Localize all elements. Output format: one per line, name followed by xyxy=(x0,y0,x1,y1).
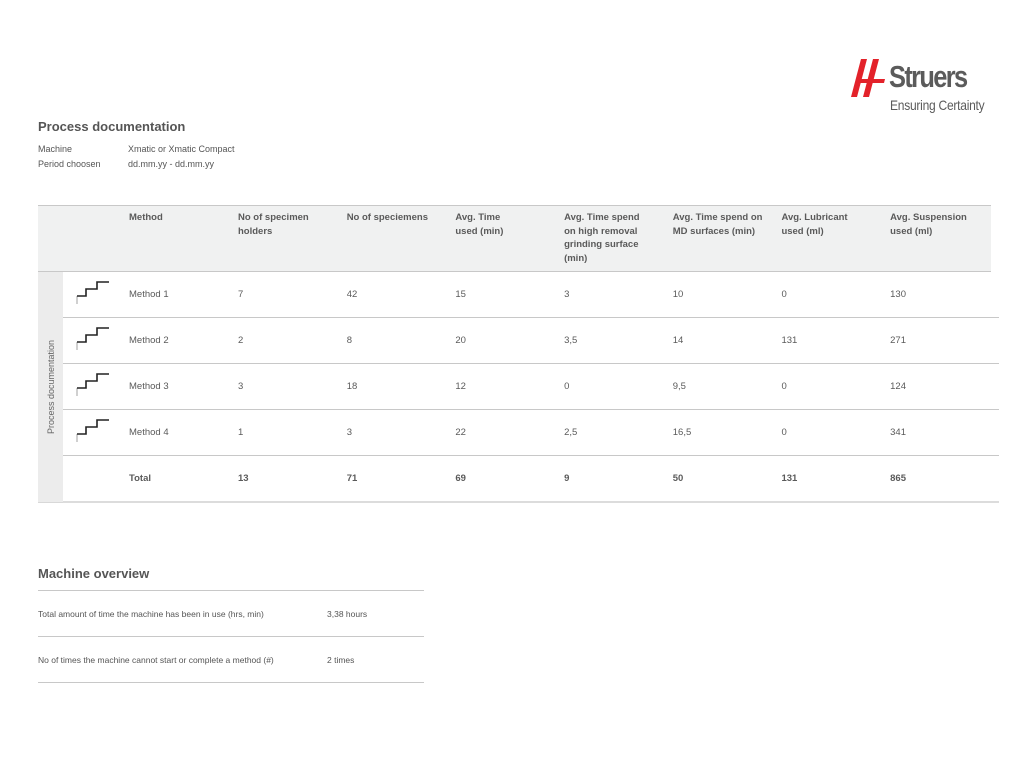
meta-row-period xyxy=(38,157,235,172)
table-row xyxy=(63,318,999,364)
col-header-specimens: No of speciemens xyxy=(346,212,428,223)
cell-avg-time: 12 xyxy=(455,381,466,392)
cell-md-surfaces: 14 xyxy=(672,335,684,346)
cell-method: Total xyxy=(129,473,151,484)
cell-specimens: 18 xyxy=(346,381,358,392)
table-row xyxy=(63,364,999,410)
cell-lubricant: 131 xyxy=(781,473,798,484)
table-rows xyxy=(63,272,999,503)
cell-suspension: 271 xyxy=(890,335,906,346)
cell-high-removal: 9 xyxy=(564,473,570,484)
process-meta xyxy=(38,142,235,172)
meta-label: Machine xyxy=(38,144,73,154)
cell-md-surfaces: 10 xyxy=(672,289,684,300)
cell-specimens: 3 xyxy=(346,427,352,438)
cell-md-surfaces: 9,5 xyxy=(672,381,686,392)
cell-holders: 2 xyxy=(238,335,244,346)
overview-value: 2 times xyxy=(327,654,355,665)
cell-suspension: 124 xyxy=(890,381,906,392)
brand-name: Struers xyxy=(889,59,967,94)
cell-specimens: 71 xyxy=(346,473,358,484)
cell-avg-time: 69 xyxy=(455,473,466,484)
cell-method: Method 2 xyxy=(129,335,169,346)
cell-high-removal: 2,5 xyxy=(564,427,578,438)
col-header-md-surfaces: Avg. Time spend on MD surfaces (min) xyxy=(672,212,763,237)
stairs-icon xyxy=(76,419,110,446)
cell-lubricant: 0 xyxy=(781,289,787,300)
cell-holders: 13 xyxy=(238,473,249,484)
table-row xyxy=(63,410,999,456)
cell-suspension: 341 xyxy=(890,427,906,438)
col-header-holders: No of specimen holders xyxy=(238,212,309,237)
side-label xyxy=(38,272,63,503)
cell-method: Method 1 xyxy=(129,289,169,300)
cell-lubricant: 131 xyxy=(781,335,798,346)
cell-specimens: 8 xyxy=(346,335,352,346)
col-header-high-removal: Avg. Time spend on high removal grinding surface (min) xyxy=(564,212,640,264)
stairs-icon xyxy=(76,373,110,400)
cell-method: Method 3 xyxy=(129,381,169,392)
col-header-lubricant: Avg. Lubricant used (ml) xyxy=(781,212,848,237)
col-header-method: Method xyxy=(129,212,163,223)
overview-value: 3,38 hours xyxy=(327,608,368,619)
overview-row xyxy=(38,590,424,636)
struers-logo-mark-icon xyxy=(851,57,887,99)
overview-label: Total amount of time the machine has been in use (hrs, min) xyxy=(38,608,264,619)
cell-holders: 3 xyxy=(238,381,244,392)
machine-overview-title: Machine overview xyxy=(38,566,150,581)
table-total-row xyxy=(63,456,999,503)
col-header-suspension: Avg. Suspension used (ml) xyxy=(890,212,967,237)
cell-suspension: 865 xyxy=(890,473,906,484)
page-title: Process documentation xyxy=(38,119,186,134)
cell-holders: 7 xyxy=(238,289,244,300)
cell-method: Method 4 xyxy=(129,427,169,438)
cell-specimens: 42 xyxy=(346,289,358,300)
brand-tagline: Ensuring Certainty xyxy=(890,97,985,113)
cell-lubricant: 0 xyxy=(781,381,787,392)
cell-avg-time: 22 xyxy=(455,427,466,438)
cell-holders: 1 xyxy=(238,427,244,438)
process-table xyxy=(38,205,991,503)
stairs-icon xyxy=(76,327,110,354)
meta-row-machine xyxy=(38,142,235,157)
overview-row xyxy=(38,636,424,683)
meta-label: Period choosen xyxy=(38,159,101,169)
cell-high-removal: 3 xyxy=(564,289,570,300)
cell-lubricant: 0 xyxy=(781,427,787,438)
col-header-avg-time: Avg. Time used (min) xyxy=(455,212,504,237)
cell-avg-time: 20 xyxy=(455,335,466,346)
overview-label: No of times the machine cannot start or complete a method (#) xyxy=(38,654,274,665)
cell-high-removal: 3,5 xyxy=(564,335,578,346)
cell-md-surfaces: 16,5 xyxy=(672,427,692,438)
table-body xyxy=(38,272,991,503)
cell-md-surfaces: 50 xyxy=(672,473,684,484)
meta-value: dd.mm.yy - dd.mm.yy xyxy=(128,159,215,169)
machine-overview-table xyxy=(38,590,424,683)
struers-logo xyxy=(851,57,996,117)
stairs-icon xyxy=(76,281,110,308)
cell-avg-time: 15 xyxy=(455,289,466,300)
table-header xyxy=(38,205,991,272)
cell-high-removal: 0 xyxy=(564,381,570,392)
table-row xyxy=(63,272,999,318)
cell-suspension: 130 xyxy=(890,289,906,300)
meta-value: Xmatic or Xmatic Compact xyxy=(128,144,235,154)
side-label-text: Process documentation xyxy=(45,339,56,435)
